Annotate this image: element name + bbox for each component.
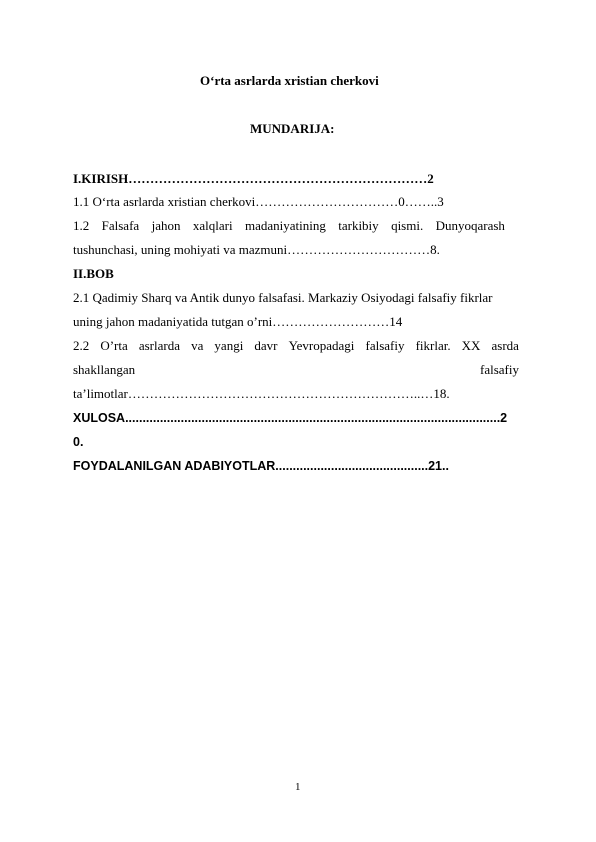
toc-entry-xulosa: XULOSA............................................................................................................2 <box>73 411 508 425</box>
toc-word: falsafiy <box>480 362 519 377</box>
toc-entry-2-2-line1 <box>73 338 519 354</box>
toc-word: 1.2 <box>73 218 90 233</box>
toc-entry-foydalanilgan: FOYDALANILGAN ADABIYOTLAR............................................21.. <box>73 459 449 473</box>
toc-word: Falsafa <box>101 218 140 233</box>
toc-word: yangi <box>214 338 244 353</box>
toc-word: qismi. <box>391 218 424 233</box>
toc-word: 2.2 <box>73 338 90 353</box>
toc-word: shakllangan <box>73 362 136 377</box>
toc-word: Yevropadagi <box>288 338 355 353</box>
toc-word: O’rta <box>100 338 128 353</box>
toc-entry-xulosa-cont: 0. <box>73 435 84 449</box>
toc-entry-bob2: II.BOB <box>73 266 114 281</box>
toc-word: fikrlar. <box>415 338 451 353</box>
toc-entry-kirish: I.KIRISH……………………………………………………………2 <box>73 171 434 186</box>
toc-word: XX <box>461 338 481 353</box>
page-number: 1 <box>295 781 301 793</box>
toc-entry-1-2-line1 <box>73 218 505 234</box>
document-title: O‘rta asrlarda xristian cherkovi <box>200 73 379 88</box>
toc-entry-2-2-line2 <box>73 362 519 378</box>
toc-word: xalqlari <box>192 218 233 233</box>
contents-heading: MUNDARIJA: <box>250 121 335 136</box>
toc-entry-2-2-line3: ta’limotlar…………………………………………………………..…18. <box>73 386 450 401</box>
toc-word: davr <box>254 338 278 353</box>
toc-word: madaniyatining <box>244 218 326 233</box>
toc-word: va <box>191 338 204 353</box>
toc-entry-1-1: 1.1 O‘rta asrlarda xristian cherkovi……………………………0……..3 <box>73 194 444 209</box>
toc-entry-2-1-line1: 2.1 Qadimiy Sharq va Antik dunyo falsafasi. Markaziy Osiyodagi falsafiy fikrlar <box>73 290 493 305</box>
toc-word: tarkibiy <box>338 218 379 233</box>
toc-entry-2-1-line2: uning jahon madaniyatida tutgan o’rni………………………14 <box>73 314 403 329</box>
toc-word: asrlarda <box>138 338 180 353</box>
toc-word: falsafiy <box>365 338 405 353</box>
toc-entry-1-2-line2: tushunchasi, uning mohiyati va mazmuni……………………………8. <box>73 242 440 257</box>
toc-word: asrda <box>491 338 519 353</box>
toc-word: jahon <box>151 218 181 233</box>
toc-word: Dunyoqarash <box>435 218 505 233</box>
